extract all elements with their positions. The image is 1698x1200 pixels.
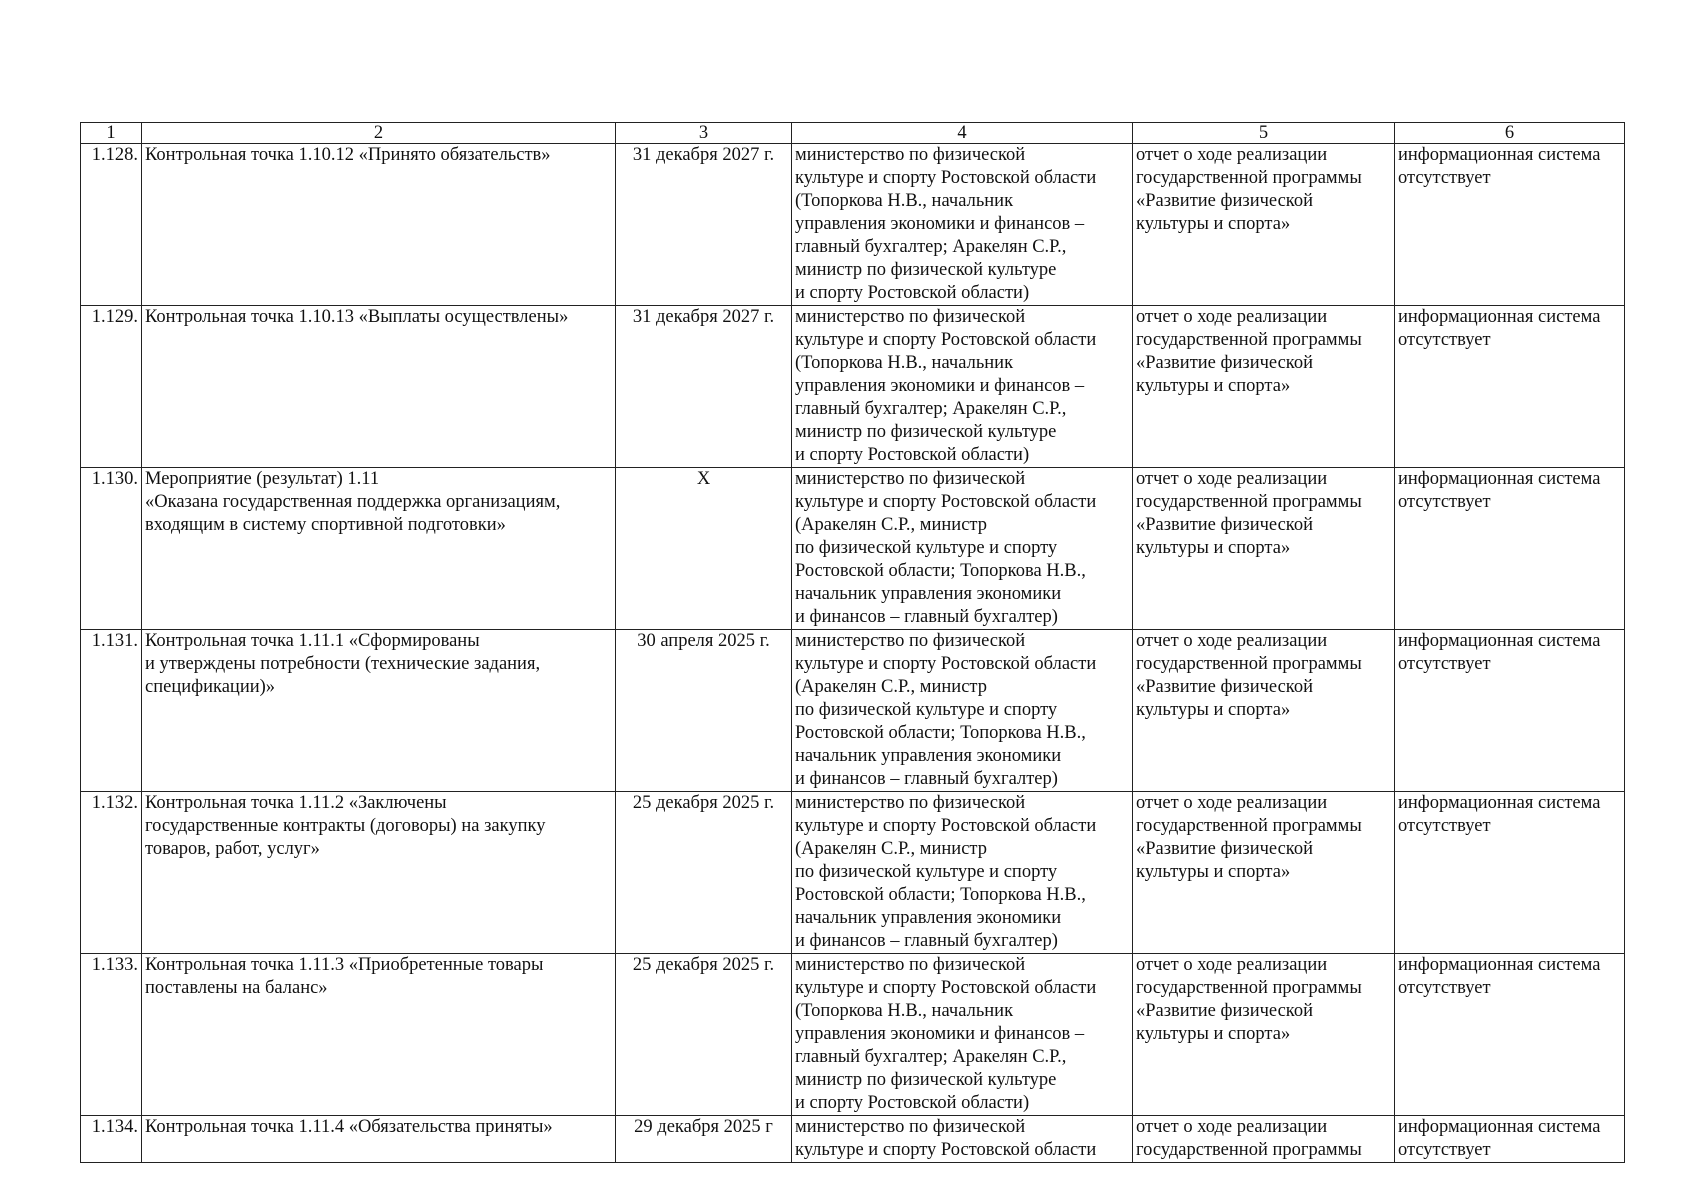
deadline-cell: 31 декабря 2027 г. xyxy=(616,306,792,468)
responsible-line: и спорту Ростовской области) xyxy=(795,1093,1030,1113)
event-name-cell xyxy=(142,792,616,954)
event-name-cell xyxy=(142,144,616,306)
responsible-line: начальник управления экономики xyxy=(795,584,1062,604)
info-system-cell xyxy=(1395,1116,1625,1163)
deadline-cell: 25 декабря 2025 г. xyxy=(616,792,792,954)
responsible-line: министерство по физической xyxy=(795,631,1026,651)
table-row xyxy=(81,630,1625,792)
responsible-line: министерство по физической xyxy=(795,1117,1026,1137)
responsible-line: (Аракелян С.Р., министр xyxy=(795,839,987,859)
responsible-cell xyxy=(792,1116,1133,1163)
row-number: 1.131. xyxy=(81,630,142,792)
responsible-line: культуре и спорту Ростовской области xyxy=(795,978,1097,998)
responsible-line: главный бухгалтер; Аракелян С.Р., xyxy=(795,1047,1067,1067)
event-name-line: Мероприятие (результат) 1.11 xyxy=(145,469,380,489)
responsible-line: и спорту Ростовской области) xyxy=(795,445,1030,465)
row-number: 1.134. xyxy=(81,1116,142,1163)
info-system-line: отсутствует xyxy=(1398,168,1491,188)
info-system-line: информационная система xyxy=(1398,631,1601,651)
document-line: культуры и спорта» xyxy=(1136,214,1291,234)
info-system-line: отсутствует xyxy=(1398,1140,1491,1160)
document-line: государственной программы xyxy=(1136,168,1362,188)
document-line: государственной программы xyxy=(1136,492,1362,512)
responsible-line: культуре и спорту Ростовской области xyxy=(795,330,1097,350)
responsible-line: и спорту Ростовской области) xyxy=(795,283,1030,303)
responsible-line: культуре и спорту Ростовской области xyxy=(795,816,1097,836)
document-cell xyxy=(1133,630,1395,792)
event-name-cell xyxy=(142,630,616,792)
responsible-line: по физической культуре и спорту xyxy=(795,862,1058,882)
info-system-cell xyxy=(1395,306,1625,468)
table-row xyxy=(81,144,1625,306)
responsible-cell xyxy=(792,144,1133,306)
info-system-line: отсутствует xyxy=(1398,816,1491,836)
document-cell xyxy=(1133,954,1395,1116)
responsible-cell xyxy=(792,954,1133,1116)
deadline-cell: Х xyxy=(616,468,792,630)
column-header-2: 2 xyxy=(142,123,616,144)
responsible-line: министерство по физической xyxy=(795,955,1026,975)
document-line: культуры и спорта» xyxy=(1136,376,1291,396)
responsible-line: (Аракелян С.Р., министр xyxy=(795,515,987,535)
event-name-line: поставлены на баланс» xyxy=(145,978,328,998)
responsible-line: главный бухгалтер; Аракелян С.Р., xyxy=(795,237,1067,257)
info-system-cell xyxy=(1395,468,1625,630)
info-system-line: информационная система xyxy=(1398,793,1601,813)
info-system-line: отсутствует xyxy=(1398,330,1491,350)
row-number: 1.133. xyxy=(81,954,142,1116)
document-line: культуры и спорта» xyxy=(1136,1024,1291,1044)
responsible-line: и финансов – главный бухгалтер) xyxy=(795,607,1058,627)
document-cell xyxy=(1133,144,1395,306)
event-name-cell xyxy=(142,306,616,468)
document-line: государственной программы xyxy=(1136,816,1362,836)
responsible-line: (Топоркова Н.В., начальник xyxy=(795,191,1014,211)
event-name-cell xyxy=(142,954,616,1116)
event-name-line: Контрольная точка 1.11.2 «Заключены xyxy=(145,793,447,813)
event-name-line: Контрольная точка 1.10.13 «Выплаты осуществлены» xyxy=(145,307,569,327)
responsible-line: министерство по физической xyxy=(795,145,1026,165)
column-header-6: 6 xyxy=(1395,123,1625,144)
responsible-line: по физической культуре и спорту xyxy=(795,538,1058,558)
document-cell xyxy=(1133,792,1395,954)
column-header-3: 3 xyxy=(616,123,792,144)
event-name-cell xyxy=(142,1116,616,1163)
document-line: государственной программы xyxy=(1136,654,1362,674)
event-name-line: входящим в систему спортивной подготовки» xyxy=(145,515,506,535)
table-row xyxy=(81,1116,1625,1163)
document-line: государственной программы xyxy=(1136,1140,1362,1160)
document-line: «Развитие физической xyxy=(1136,191,1313,211)
responsible-line: (Аракелян С.Р., министр xyxy=(795,677,987,697)
responsible-line: начальник управления экономики xyxy=(795,746,1062,766)
responsible-line: министр по физической культуре xyxy=(795,422,1057,442)
event-name-line: Контрольная точка 1.11.4 «Обязательства приняты» xyxy=(145,1117,553,1137)
responsible-line: и финансов – главный бухгалтер) xyxy=(795,931,1058,951)
responsible-cell xyxy=(792,792,1133,954)
document-line: культуры и спорта» xyxy=(1136,538,1291,558)
responsible-line: министерство по физической xyxy=(795,469,1026,489)
event-name-line: Контрольная точка 1.11.1 «Сформированы xyxy=(145,631,480,651)
responsible-line: начальник управления экономики xyxy=(795,908,1062,928)
responsible-line: Ростовской области; Топоркова Н.В., xyxy=(795,723,1086,743)
responsible-line: культуре и спорту Ростовской области xyxy=(795,168,1097,188)
event-name-line: и утверждены потребности (технические задания, xyxy=(145,654,541,674)
info-system-line: информационная система xyxy=(1398,145,1601,165)
info-system-line: отсутствует xyxy=(1398,978,1491,998)
responsible-line: Ростовской области; Топоркова Н.В., xyxy=(795,561,1086,581)
document-line: отчет о ходе реализации xyxy=(1136,955,1328,975)
row-number: 1.128. xyxy=(81,144,142,306)
responsible-line: управления экономики и финансов – xyxy=(795,376,1085,396)
responsible-line: министр по физической культуре xyxy=(795,1070,1057,1090)
event-name-line: Контрольная точка 1.11.3 «Приобретенные товары xyxy=(145,955,544,975)
responsible-line: (Топоркова Н.В., начальник xyxy=(795,1001,1014,1021)
deadline-cell: 29 декабря 2025 г xyxy=(616,1116,792,1163)
document-line: государственной программы xyxy=(1136,330,1362,350)
plan-table xyxy=(80,122,1625,1163)
responsible-line: главный бухгалтер; Аракелян С.Р., xyxy=(795,399,1067,419)
responsible-line: по физической культуре и спорту xyxy=(795,700,1058,720)
row-number: 1.132. xyxy=(81,792,142,954)
document-line: культуры и спорта» xyxy=(1136,700,1291,720)
document-cell xyxy=(1133,306,1395,468)
row-number: 1.129. xyxy=(81,306,142,468)
header-row xyxy=(81,123,1625,144)
document-line: «Развитие физической xyxy=(1136,353,1313,373)
info-system-cell xyxy=(1395,144,1625,306)
info-system-cell xyxy=(1395,954,1625,1116)
info-system-line: отсутствует xyxy=(1398,654,1491,674)
column-header-5: 5 xyxy=(1133,123,1395,144)
responsible-line: Ростовской области; Топоркова Н.В., xyxy=(795,885,1086,905)
event-name-line: спецификации)» xyxy=(145,677,276,697)
info-system-line: информационная система xyxy=(1398,307,1601,327)
responsible-line: министерство по физической xyxy=(795,307,1026,327)
table-row xyxy=(81,954,1625,1116)
document-line: отчет о ходе реализации xyxy=(1136,793,1328,813)
document-cell xyxy=(1133,468,1395,630)
responsible-line: (Топоркова Н.В., начальник xyxy=(795,353,1014,373)
event-name-line: государственные контракты (договоры) на закупку xyxy=(145,816,546,836)
responsible-line: и финансов – главный бухгалтер) xyxy=(795,769,1058,789)
deadline-cell: 30 апреля 2025 г. xyxy=(616,630,792,792)
responsible-cell xyxy=(792,630,1133,792)
info-system-line: отсутствует xyxy=(1398,492,1491,512)
info-system-cell xyxy=(1395,792,1625,954)
table-row xyxy=(81,306,1625,468)
document-line: отчет о ходе реализации xyxy=(1136,307,1328,327)
document-line: отчет о ходе реализации xyxy=(1136,1117,1328,1137)
document-line: «Развитие физической xyxy=(1136,515,1313,535)
event-name-line: товаров, работ, услуг» xyxy=(145,839,320,859)
event-name-cell xyxy=(142,468,616,630)
responsible-cell xyxy=(792,468,1133,630)
responsible-line: культуре и спорту Ростовской области xyxy=(795,492,1097,512)
row-number: 1.130. xyxy=(81,468,142,630)
info-system-line: информационная система xyxy=(1398,1117,1601,1137)
document-line: «Развитие физической xyxy=(1136,839,1313,859)
info-system-cell xyxy=(1395,630,1625,792)
column-header-1: 1 xyxy=(81,123,142,144)
column-header-4: 4 xyxy=(792,123,1133,144)
document-line: культуры и спорта» xyxy=(1136,862,1291,882)
table-row xyxy=(81,792,1625,954)
document-line: отчет о ходе реализации xyxy=(1136,631,1328,651)
responsible-line: министр по физической культуре xyxy=(795,260,1057,280)
deadline-cell: 31 декабря 2027 г. xyxy=(616,144,792,306)
event-name-line: Контрольная точка 1.10.12 «Принято обязательств» xyxy=(145,145,551,165)
document-line: отчет о ходе реализации xyxy=(1136,145,1328,165)
deadline-cell: 25 декабря 2025 г. xyxy=(616,954,792,1116)
document-line: «Развитие физической xyxy=(1136,677,1313,697)
responsible-line: культуре и спорту Ростовской области xyxy=(795,654,1097,674)
event-name-line: «Оказана государственная поддержка организациям, xyxy=(145,492,561,512)
table-row xyxy=(81,468,1625,630)
responsible-line: управления экономики и финансов – xyxy=(795,214,1085,234)
info-system-line: информационная система xyxy=(1398,469,1601,489)
document-cell xyxy=(1133,1116,1395,1163)
document-line: «Развитие физической xyxy=(1136,1001,1313,1021)
info-system-line: информационная система xyxy=(1398,955,1601,975)
document-line: государственной программы xyxy=(1136,978,1362,998)
responsible-cell xyxy=(792,306,1133,468)
responsible-line: культуре и спорту Ростовской области xyxy=(795,1140,1097,1160)
document-line: отчет о ходе реализации xyxy=(1136,469,1328,489)
responsible-line: министерство по физической xyxy=(795,793,1026,813)
responsible-line: управления экономики и финансов – xyxy=(795,1024,1085,1044)
